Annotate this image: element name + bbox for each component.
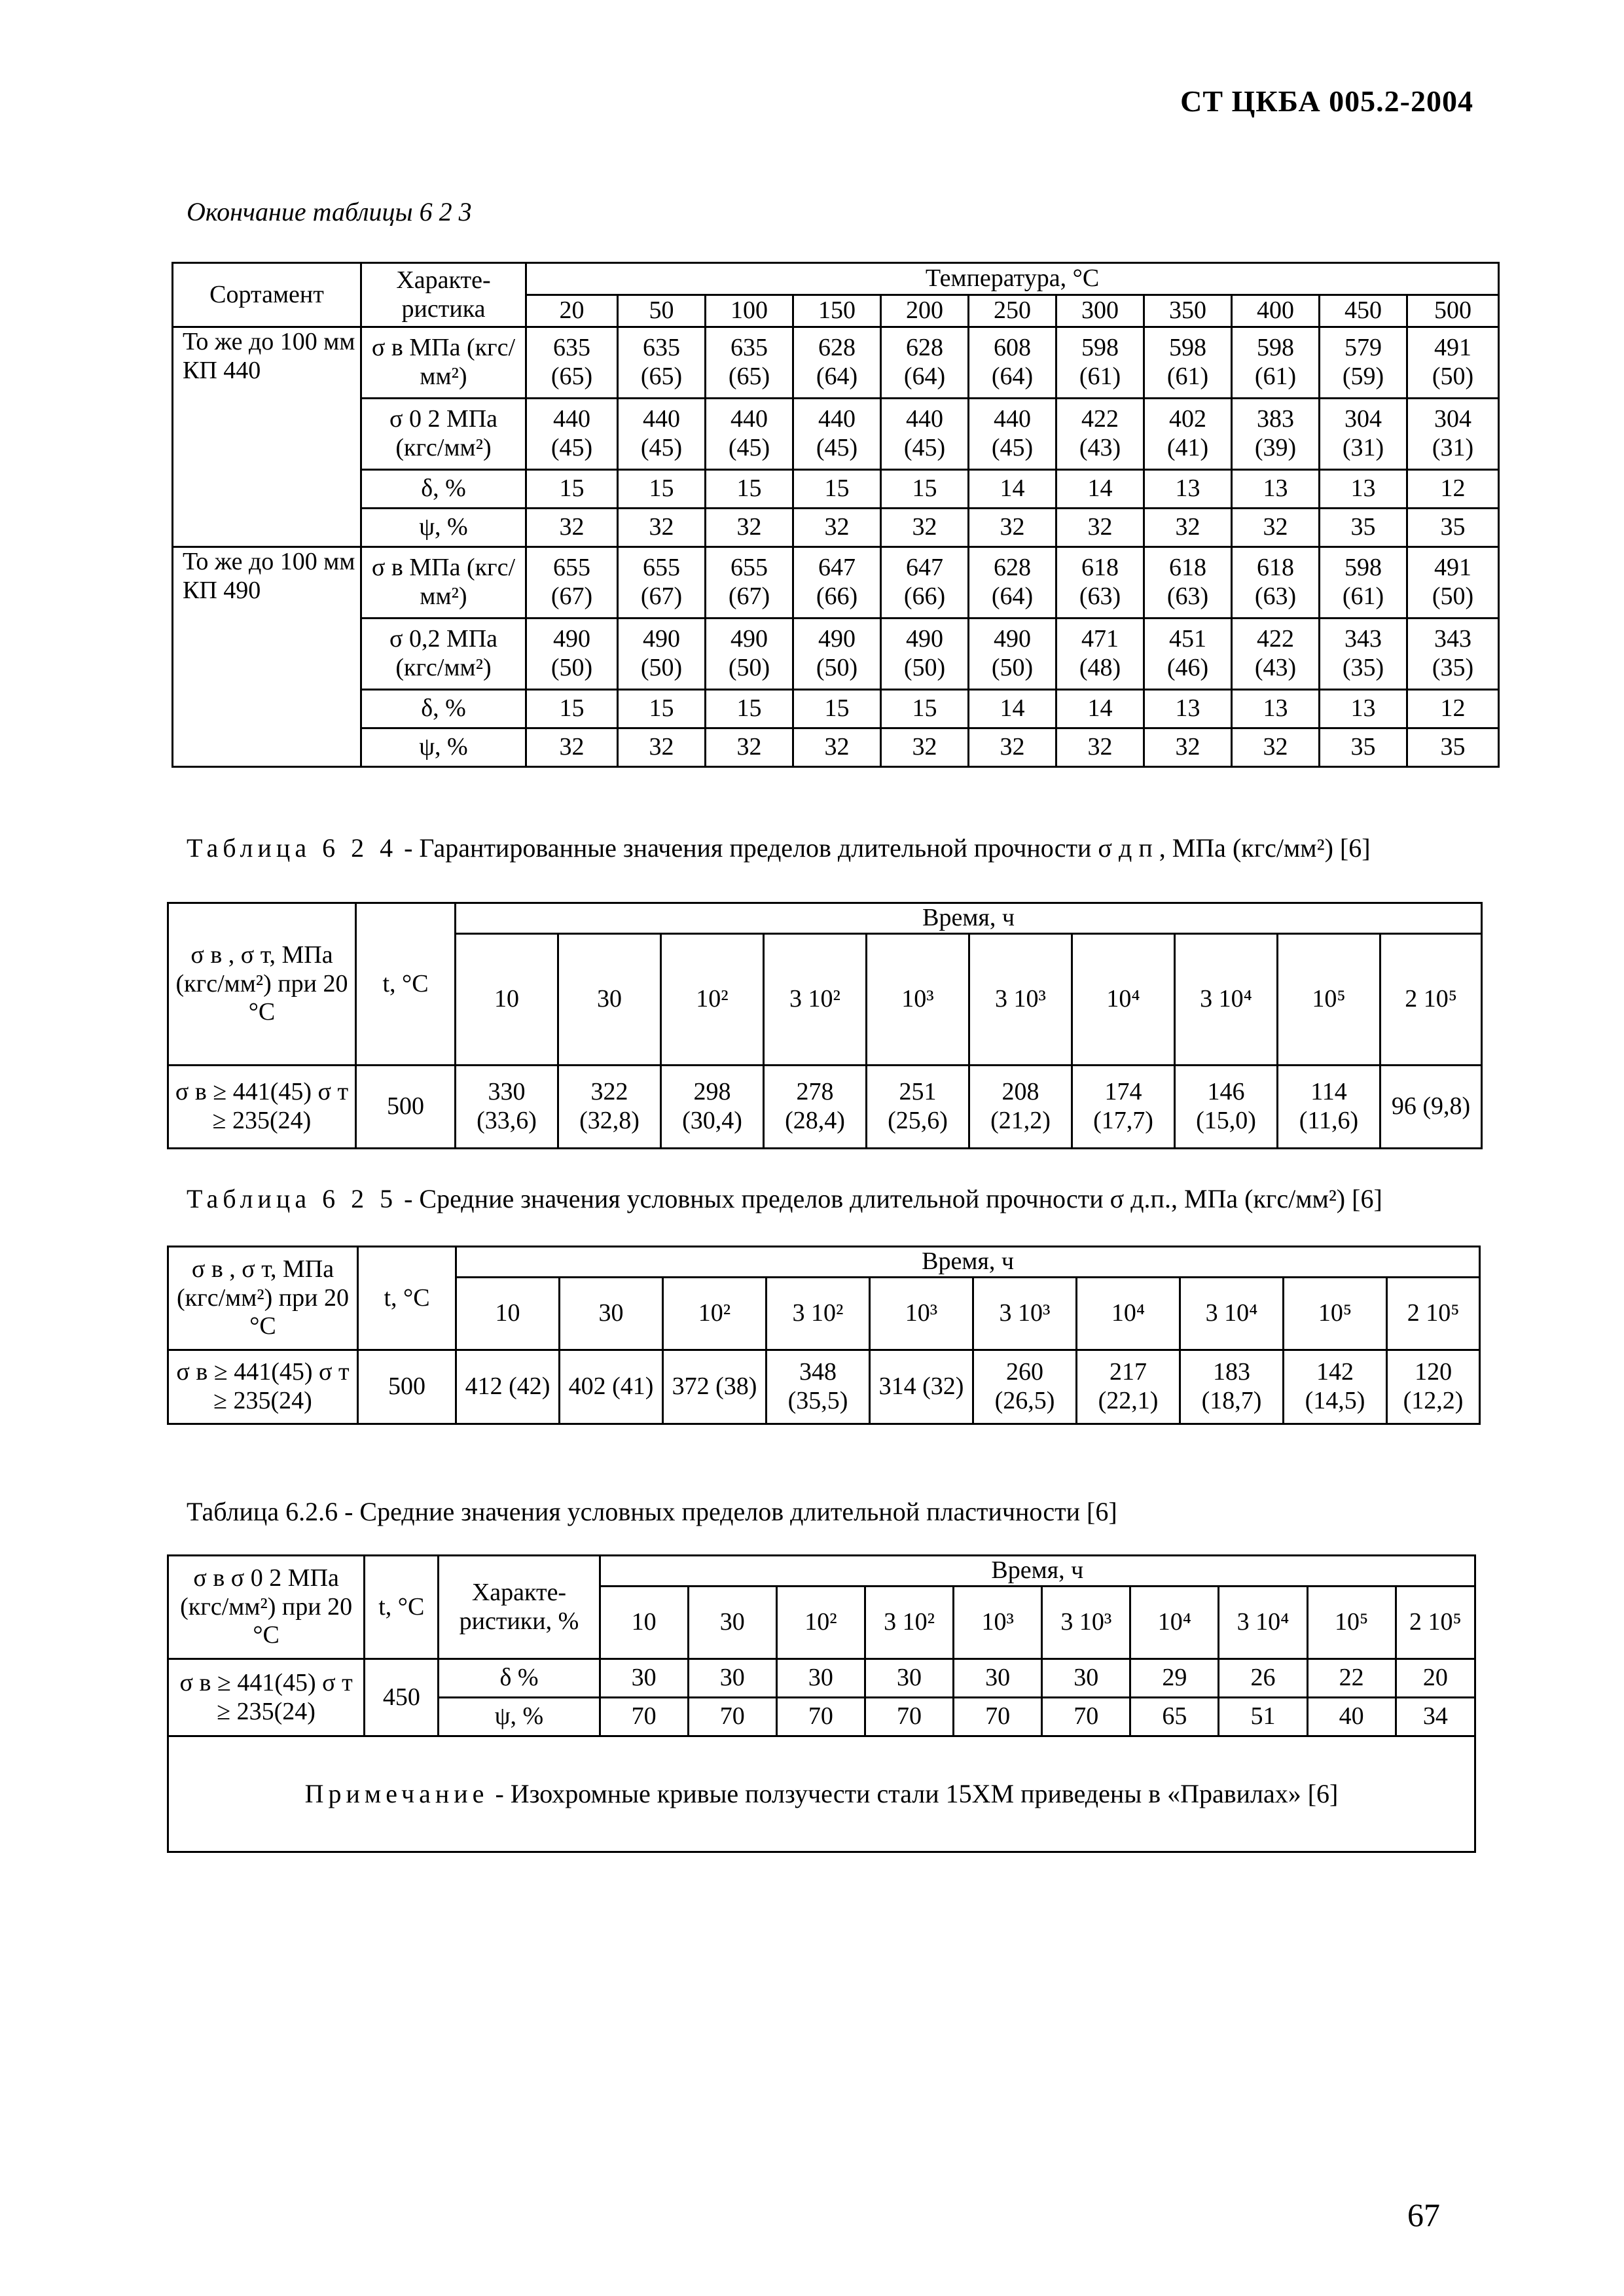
time-cell: 10² xyxy=(661,934,764,1066)
sigma-header: σ в , σ т, МПа (кгс/мм²) при 20 °С xyxy=(168,903,356,1066)
value-cell: 20 xyxy=(1396,1659,1475,1698)
value-cell: 14 xyxy=(969,470,1056,509)
characteristic-cell: σ в МПа (кгс/мм²) xyxy=(361,547,526,619)
time-cell: 3 10² xyxy=(764,934,867,1066)
time-header: Время, ч xyxy=(456,903,1482,934)
value-cell: 35 xyxy=(1320,509,1407,547)
temperature-cell: 500 xyxy=(356,1066,456,1149)
value-cell: 14 xyxy=(969,690,1056,728)
value-cell: 298 (30,4) xyxy=(661,1066,764,1149)
value-cell: 440 (45) xyxy=(526,399,618,470)
time-cell: 3 10³ xyxy=(969,934,1072,1066)
value-cell: 15 xyxy=(526,470,618,509)
value-cell: 70 xyxy=(865,1698,953,1736)
time-cell: 10⁵ xyxy=(1307,1587,1396,1659)
temperature-cell: 500 xyxy=(1407,295,1499,327)
time-cell: 2 10⁵ xyxy=(1380,934,1482,1066)
characteristic-cell: σ 0,2 МПа (кгс/мм²) xyxy=(361,619,526,690)
time-cell: 10⁴ xyxy=(1072,934,1175,1066)
table-6-2-5-caption xyxy=(187,1183,1382,1214)
characteristic-cell: δ, % xyxy=(361,470,526,509)
time-cell: 3 10² xyxy=(865,1587,953,1659)
table-6-2-3 xyxy=(171,262,1500,768)
value-cell: 348 (35,5) xyxy=(767,1350,870,1424)
value-cell: 598 (61) xyxy=(1320,547,1407,619)
value-cell: 13 xyxy=(1232,470,1320,509)
value-cell: 174 (17,7) xyxy=(1072,1066,1175,1149)
value-cell: 70 xyxy=(954,1698,1042,1736)
time-cell: 10 xyxy=(456,1278,560,1350)
time-cell: 10² xyxy=(663,1278,767,1350)
value-cell: 146 (15,0) xyxy=(1175,1066,1278,1149)
value-cell: 114 (11,6) xyxy=(1278,1066,1380,1149)
time-cell: 30 xyxy=(560,1278,663,1350)
value-cell: 32 xyxy=(793,728,881,767)
sortament-cell: То же до 100 мм КП 440 xyxy=(173,327,361,547)
characteristic-cell: ψ, % xyxy=(439,1698,600,1736)
time-cell: 2 10⁵ xyxy=(1387,1278,1480,1350)
value-cell: 15 xyxy=(881,470,969,509)
value-cell: 32 xyxy=(1232,509,1320,547)
time-cell: 10³ xyxy=(870,1278,973,1350)
value-cell: 440 (45) xyxy=(881,399,969,470)
value-cell: 32 xyxy=(526,509,618,547)
value-cell: 70 xyxy=(1042,1698,1130,1736)
table-6-2-6 xyxy=(167,1554,1476,1853)
caption-label: Таблица 6 2 5 xyxy=(187,1184,398,1213)
value-cell: 490 (50) xyxy=(969,619,1056,690)
table-row xyxy=(168,1350,1480,1424)
value-cell: 35 xyxy=(1407,509,1499,547)
value-cell: 70 xyxy=(688,1698,776,1736)
value-cell: 32 xyxy=(706,728,793,767)
value-cell: 32 xyxy=(618,509,706,547)
value-cell: 440 (45) xyxy=(618,399,706,470)
value-cell: 70 xyxy=(776,1698,865,1736)
value-cell: 322 (32,8) xyxy=(558,1066,661,1149)
time-cell: 30 xyxy=(688,1587,776,1659)
value-cell: 15 xyxy=(793,690,881,728)
characteristic-cell: δ % xyxy=(439,1659,600,1698)
temperature-header: t, °С xyxy=(365,1556,439,1659)
value-cell: 343 (35) xyxy=(1407,619,1499,690)
header-row xyxy=(168,1247,1480,1278)
value-cell: 183 (18,7) xyxy=(1180,1350,1284,1424)
table-6-2-4-caption xyxy=(187,833,1371,863)
value-cell: 647 (66) xyxy=(881,547,969,619)
temperature-cell: 250 xyxy=(969,295,1056,327)
value-cell: 304 (31) xyxy=(1407,399,1499,470)
value-cell: 32 xyxy=(1056,728,1144,767)
table-6-2-5 xyxy=(167,1246,1481,1425)
time-cell: 10⁴ xyxy=(1077,1278,1180,1350)
value-cell: 30 xyxy=(600,1659,688,1698)
temperature-cell: 150 xyxy=(793,295,881,327)
condition-cell: σ в ≥ 441(45) σ т ≥ 235(24) xyxy=(168,1350,358,1424)
table-row xyxy=(173,547,1499,619)
temperature-cell: 450 xyxy=(365,1659,439,1736)
value-cell: 635 (65) xyxy=(706,327,793,399)
value-cell: 412 (42) xyxy=(456,1350,560,1424)
value-cell: 30 xyxy=(776,1659,865,1698)
value-cell: 628 (64) xyxy=(793,327,881,399)
time-cell: 3 10³ xyxy=(1042,1587,1130,1659)
table-row xyxy=(168,1066,1482,1149)
temperature-cell: 50 xyxy=(618,295,706,327)
time-cell: 10 xyxy=(456,934,558,1066)
temperature-cell: 500 xyxy=(358,1350,456,1424)
value-cell: 440 (45) xyxy=(793,399,881,470)
value-cell: 22 xyxy=(1307,1659,1396,1698)
value-cell: 208 (21,2) xyxy=(969,1066,1072,1149)
value-cell: 32 xyxy=(1232,728,1320,767)
header-row xyxy=(173,263,1499,295)
characteristic-cell: σ 0 2 МПа (кгс/мм²) xyxy=(361,399,526,470)
value-cell: 15 xyxy=(526,690,618,728)
time-cell: 10² xyxy=(776,1587,865,1659)
value-cell: 13 xyxy=(1320,690,1407,728)
value-cell: 32 xyxy=(526,728,618,767)
header-row xyxy=(168,903,1482,934)
temperature-cell: 400 xyxy=(1232,295,1320,327)
temperature-cell: 200 xyxy=(881,295,969,327)
characteristic-header: Характе-ристика xyxy=(361,263,526,327)
value-cell: 490 (50) xyxy=(793,619,881,690)
table-row xyxy=(173,619,1499,690)
value-cell: 32 xyxy=(1056,509,1144,547)
value-cell: 451 (46) xyxy=(1144,619,1232,690)
value-cell: 51 xyxy=(1219,1698,1307,1736)
time-cell: 30 xyxy=(558,934,661,1066)
value-cell: 35 xyxy=(1407,728,1499,767)
header-row xyxy=(168,1556,1475,1587)
value-cell: 628 (64) xyxy=(969,547,1056,619)
value-cell: 618 (63) xyxy=(1056,547,1144,619)
note-text: - Изохромные кривые ползучести стали 15ХМ приведены в «Правилах» [6] xyxy=(488,1779,1339,1808)
value-cell: 260 (26,5) xyxy=(973,1350,1077,1424)
temperature-cell: 300 xyxy=(1056,295,1144,327)
time-cell: 10³ xyxy=(954,1587,1042,1659)
value-cell: 15 xyxy=(618,470,706,509)
caption-text: - Средние значения условных пределов длительной прочности σ д.п., МПа (кгс/мм²) [6] xyxy=(397,1184,1382,1213)
value-cell: 15 xyxy=(793,470,881,509)
value-cell: 32 xyxy=(969,509,1056,547)
sortament-cell: То же до 100 мм КП 490 xyxy=(173,547,361,767)
value-cell: 579 (59) xyxy=(1320,327,1407,399)
sortament-header: Сортамент xyxy=(173,263,361,327)
value-cell: 96 (9,8) xyxy=(1380,1066,1482,1149)
time-cell: 10⁵ xyxy=(1278,934,1380,1066)
sigma-header: σ в σ 0 2 МПа (кгс/мм²) при 20 °С xyxy=(168,1556,365,1659)
time-cell: 3 10³ xyxy=(973,1278,1077,1350)
value-cell: 598 (61) xyxy=(1144,327,1232,399)
value-cell: 14 xyxy=(1056,690,1144,728)
value-cell: 330 (33,6) xyxy=(456,1066,558,1149)
value-cell: 251 (25,6) xyxy=(867,1066,969,1149)
value-cell: 635 (65) xyxy=(526,327,618,399)
characteristic-cell: σ в МПа (кгс/мм²) xyxy=(361,327,526,399)
value-cell: 304 (31) xyxy=(1320,399,1407,470)
time-header: Время, ч xyxy=(600,1556,1475,1587)
value-cell: 32 xyxy=(618,728,706,767)
time-cell: 10⁵ xyxy=(1284,1278,1387,1350)
value-cell: 15 xyxy=(618,690,706,728)
temperature-header: t, °С xyxy=(358,1247,456,1350)
value-cell: 12 xyxy=(1407,690,1499,728)
time-cell: 10³ xyxy=(867,934,969,1066)
temperature-cell: 350 xyxy=(1144,295,1232,327)
table-row xyxy=(173,690,1499,728)
value-cell: 372 (38) xyxy=(663,1350,767,1424)
caption-text: - Гарантированные значения пределов длительной прочности σ д п , МПа (кгс/мм²) [6] xyxy=(397,833,1371,863)
value-cell: 40 xyxy=(1307,1698,1396,1736)
table-6-2-4 xyxy=(167,902,1483,1149)
value-cell: 30 xyxy=(865,1659,953,1698)
value-cell: 490 (50) xyxy=(706,619,793,690)
value-cell: 15 xyxy=(706,690,793,728)
value-cell: 30 xyxy=(1042,1659,1130,1698)
caption-label: Таблица 6 2 4 xyxy=(187,833,398,863)
value-cell: 35 xyxy=(1320,728,1407,767)
value-cell: 13 xyxy=(1144,690,1232,728)
value-cell: 13 xyxy=(1232,690,1320,728)
value-cell: 278 (28,4) xyxy=(764,1066,867,1149)
value-cell: 383 (39) xyxy=(1232,399,1320,470)
value-cell: 440 (45) xyxy=(969,399,1056,470)
table-row xyxy=(173,728,1499,767)
value-cell: 635 (65) xyxy=(618,327,706,399)
value-cell: 490 (50) xyxy=(618,619,706,690)
value-cell: 217 (22,1) xyxy=(1077,1350,1180,1424)
value-cell: 70 xyxy=(600,1698,688,1736)
value-cell: 655 (67) xyxy=(526,547,618,619)
page-number: 67 xyxy=(1407,2197,1440,2233)
note-row xyxy=(168,1736,1475,1852)
table-row xyxy=(168,1659,1475,1698)
value-cell: 598 (61) xyxy=(1056,327,1144,399)
value-cell: 32 xyxy=(969,728,1056,767)
condition-cell: σ в ≥ 441(45) σ т ≥ 235(24) xyxy=(168,1659,365,1736)
value-cell: 608 (64) xyxy=(969,327,1056,399)
characteristic-header: Характе-ристики, % xyxy=(439,1556,600,1659)
temperature-header: Температура, °С xyxy=(526,263,1499,295)
temperature-cell: 20 xyxy=(526,295,618,327)
temperature-header: t, °С xyxy=(356,903,456,1066)
value-cell: 120 (12,2) xyxy=(1387,1350,1480,1424)
value-cell: 30 xyxy=(954,1659,1042,1698)
value-cell: 12 xyxy=(1407,470,1499,509)
time-cell: 3 10² xyxy=(767,1278,870,1350)
note-label: Примечание xyxy=(304,1779,489,1808)
value-cell: 471 (48) xyxy=(1056,619,1144,690)
value-cell: 598 (61) xyxy=(1232,327,1320,399)
value-cell: 15 xyxy=(881,690,969,728)
value-cell: 32 xyxy=(793,509,881,547)
value-cell: 647 (66) xyxy=(793,547,881,619)
note-cell xyxy=(168,1736,1475,1852)
time-cell: 2 10⁵ xyxy=(1396,1587,1475,1659)
value-cell: 655 (67) xyxy=(706,547,793,619)
value-cell: 15 xyxy=(706,470,793,509)
document-code: СТ ЦКБА 005.2-2004 xyxy=(1180,84,1473,118)
time-header: Время, ч xyxy=(456,1247,1480,1278)
temperature-cell: 100 xyxy=(706,295,793,327)
value-cell: 422 (43) xyxy=(1232,619,1320,690)
time-cell: 3 10⁴ xyxy=(1175,934,1278,1066)
table-6-2-6-caption: Таблица 6.2.6 - Средние значения условных пределов длительной пластичности [6] xyxy=(187,1497,1117,1526)
value-cell: 314 (32) xyxy=(870,1350,973,1424)
value-cell: 402 (41) xyxy=(560,1350,663,1424)
table-row xyxy=(173,509,1499,547)
value-cell: 13 xyxy=(1144,470,1232,509)
value-cell: 628 (64) xyxy=(881,327,969,399)
value-cell: 32 xyxy=(881,509,969,547)
value-cell: 26 xyxy=(1219,1659,1307,1698)
value-cell: 618 (63) xyxy=(1232,547,1320,619)
value-cell: 618 (63) xyxy=(1144,547,1232,619)
value-cell: 32 xyxy=(1144,728,1232,767)
value-cell: 13 xyxy=(1320,470,1407,509)
characteristic-cell: ψ, % xyxy=(361,728,526,767)
value-cell: 14 xyxy=(1056,470,1144,509)
value-cell: 34 xyxy=(1396,1698,1475,1736)
table-continuation-caption: Окончание таблицы 6 2 3 xyxy=(187,197,472,226)
table-row xyxy=(173,399,1499,470)
value-cell: 422 (43) xyxy=(1056,399,1144,470)
table-row xyxy=(173,470,1499,509)
value-cell: 343 (35) xyxy=(1320,619,1407,690)
time-cell: 10 xyxy=(600,1587,688,1659)
value-cell: 29 xyxy=(1130,1659,1219,1698)
time-cell: 3 10⁴ xyxy=(1219,1587,1307,1659)
value-cell: 490 (50) xyxy=(526,619,618,690)
table-row xyxy=(173,327,1499,399)
value-cell: 440 (45) xyxy=(706,399,793,470)
value-cell: 65 xyxy=(1130,1698,1219,1736)
value-cell: 491 (50) xyxy=(1407,547,1499,619)
value-cell: 142 (14,5) xyxy=(1284,1350,1387,1424)
value-cell: 402 (41) xyxy=(1144,399,1232,470)
condition-cell: σ в ≥ 441(45) σ т ≥ 235(24) xyxy=(168,1066,356,1149)
value-cell: 32 xyxy=(706,509,793,547)
value-cell: 655 (67) xyxy=(618,547,706,619)
value-cell: 32 xyxy=(881,728,969,767)
characteristic-cell: ψ, % xyxy=(361,509,526,547)
time-cell: 3 10⁴ xyxy=(1180,1278,1284,1350)
sigma-header: σ в , σ т, МПа (кгс/мм²) при 20 °С xyxy=(168,1247,358,1350)
value-cell: 30 xyxy=(688,1659,776,1698)
value-cell: 491 (50) xyxy=(1407,327,1499,399)
temperature-cell: 450 xyxy=(1320,295,1407,327)
value-cell: 32 xyxy=(1144,509,1232,547)
characteristic-cell: δ, % xyxy=(361,690,526,728)
value-cell: 490 (50) xyxy=(881,619,969,690)
time-cell: 10⁴ xyxy=(1130,1587,1219,1659)
